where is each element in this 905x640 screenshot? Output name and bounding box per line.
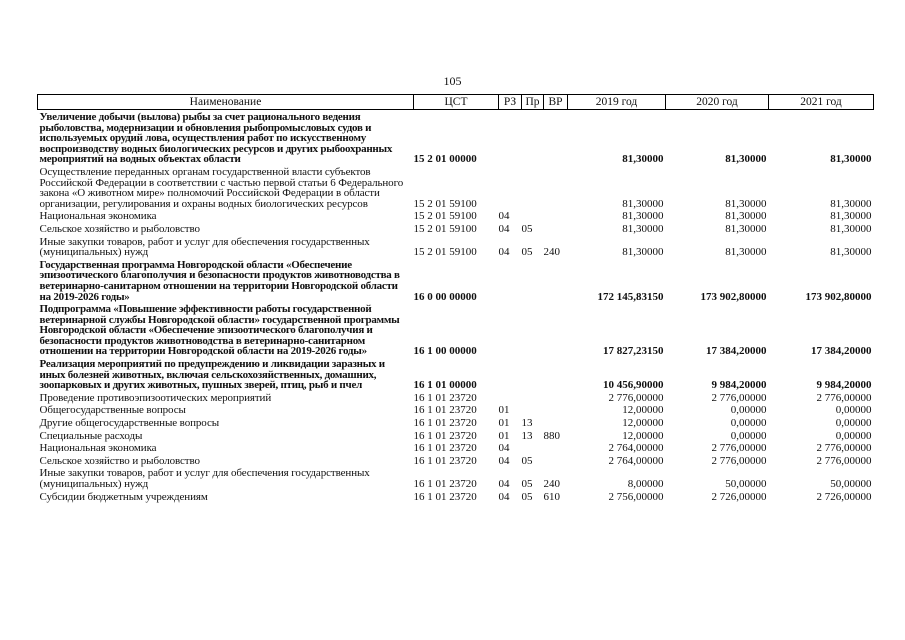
row-name: Проведение противоэпизоотических мероприятий	[39, 391, 272, 404]
row-name: Субсидии бюджетным учреждениям	[39, 490, 208, 503]
row-rz	[499, 258, 522, 302]
row-name: Подпрограмма «Повышение эффективности работы государственной ветеринарной службы Новгородской области» государственной программы Новгородской области «Обеспечение эпизоотического благополучия и безопасности продуктов животноводства в ветеринарно-санитарном отношении на территории Новгородской области на 2019-2026 годы»	[39, 303, 400, 358]
row-vr	[544, 454, 568, 467]
row-amount-2020: 2 776,00000	[711, 391, 767, 404]
row-amount-2019: 81,30000	[622, 210, 664, 223]
row-amount-2021: 2 776,00000	[816, 391, 872, 404]
row-cst: 15 2 01 59100	[413, 197, 477, 210]
row-cst: 16 1 01 23720	[413, 442, 477, 455]
column-header-2019: 2019 год	[568, 95, 666, 110]
row-cst: 16 1 01 23720	[413, 429, 477, 442]
row-amount-2021: 0,00000	[835, 404, 872, 417]
row-amount-2019: 12,00000	[622, 417, 664, 430]
row-pr	[522, 165, 544, 209]
row-pr	[522, 403, 544, 416]
row-amount-2021: 50,00000	[830, 478, 872, 490]
row-amount-2021: 0,00000	[835, 417, 872, 430]
row-pr	[522, 357, 544, 391]
row-name: Национальная экономика	[39, 210, 157, 223]
row-vr: 240	[543, 246, 560, 259]
row-amount-2021: 81,30000	[830, 222, 872, 235]
row-vr	[544, 165, 568, 209]
row-pr: 05	[521, 222, 533, 235]
row-amount-2021: 173 902,80000	[805, 290, 872, 303]
row-amount-2020: 9 984,20000	[711, 379, 767, 392]
table-row	[38, 222, 874, 235]
row-amount-2021: 2 776,00000	[816, 454, 872, 467]
row-pr	[522, 258, 544, 302]
row-name: Осуществление переданных органам государственной власти субъектов Российской Федерации в соответствии с частью первой статьи 6 Федерального закона «О животном мире» полномочий Российской Федерации в области организации, регулирования и охраны водных биологических ресурсов	[39, 165, 404, 210]
row-vr	[544, 302, 568, 357]
row-amount-2020: 81,30000	[725, 246, 767, 259]
row-amount-2019: 2 764,00000	[608, 454, 664, 467]
row-amount-2021: 0,00000	[835, 429, 872, 442]
budget-table	[37, 94, 874, 502]
row-amount-2020: 0,00000	[730, 429, 767, 442]
row-name: Государственная программа Новгородской области «Обеспечение эпизоотического благополучия и безопасности продуктов животноводства в ветеринарно-санитарном отношении на территории Новгородской области на 2019-2026 годы»	[39, 258, 400, 303]
row-cst: 16 1 01 00000	[413, 379, 477, 392]
row-amount-2019: 10 456,90000	[603, 379, 664, 392]
table-row	[38, 110, 874, 165]
page-number: 105	[443, 74, 462, 88]
row-amount-2021: 17 384,20000	[811, 345, 872, 358]
row-rz: 04	[498, 222, 510, 235]
row-amount-2019: 81,30000	[622, 246, 664, 259]
row-name: Иные закупки товаров, работ и услуг для обеспечения государственных (муниципальных) нужд	[39, 235, 370, 259]
row-amount-2019: 8,00000	[627, 478, 664, 490]
table-row	[38, 441, 874, 454]
table-row	[38, 391, 874, 404]
row-rz: 04	[498, 246, 510, 259]
table-row	[38, 209, 874, 222]
row-rz: 01	[498, 429, 510, 442]
row-pr: 13	[521, 417, 533, 430]
row-rz: 04	[498, 490, 510, 503]
row-amount-2021: 81,30000	[830, 210, 872, 223]
row-amount-2021: 9 984,20000	[816, 379, 872, 392]
row-amount-2020: 17 384,20000	[706, 345, 767, 358]
row-amount-2019: 17 827,23150	[603, 345, 664, 358]
row-rz: 01	[498, 404, 510, 417]
row-amount-2020: 2 776,00000	[711, 442, 767, 455]
row-vr	[544, 391, 568, 404]
row-vr	[544, 110, 568, 165]
column-header-pr: Пр	[522, 95, 544, 110]
row-vr: 880	[543, 429, 560, 442]
row-amount-2019: 12,00000	[622, 404, 664, 417]
row-name: Сельское хозяйство и рыболовство	[39, 222, 200, 235]
row-rz	[499, 391, 522, 404]
row-amount-2019: 172 145,83150	[597, 290, 664, 303]
row-pr	[522, 302, 544, 357]
row-cst: 16 1 01 23720	[413, 478, 477, 490]
row-vr	[544, 209, 568, 222]
row-vr	[544, 403, 568, 416]
row-amount-2021: 81,30000	[830, 197, 872, 210]
row-amount-2020: 0,00000	[730, 417, 767, 430]
row-rz: 01	[498, 417, 510, 430]
row-vr	[544, 441, 568, 454]
table-row	[38, 490, 874, 503]
table-row	[38, 466, 874, 489]
table-header	[38, 95, 874, 110]
row-name: Иные закупки товаров, работ и услуг для обеспечения государственных (муниципальных) нужд	[39, 467, 370, 490]
row-rz: 04	[498, 478, 510, 490]
row-vr	[544, 357, 568, 391]
row-cst: 16 1 00 00000	[413, 345, 477, 358]
row-pr: 05	[521, 478, 533, 490]
row-pr: 05	[521, 490, 533, 503]
row-vr	[544, 222, 568, 235]
row-rz	[499, 302, 522, 357]
row-pr	[522, 110, 544, 165]
row-pr: 05	[521, 246, 533, 259]
table-row	[38, 454, 874, 467]
row-vr	[544, 416, 568, 429]
table-row	[38, 429, 874, 442]
row-amount-2020: 2 776,00000	[711, 454, 767, 467]
row-pr: 05	[521, 454, 533, 467]
row-amount-2019: 81,30000	[622, 197, 664, 210]
row-amount-2019: 2 776,00000	[608, 391, 664, 404]
row-amount-2019: 81,30000	[622, 222, 664, 235]
row-amount-2019: 81,30000	[622, 153, 664, 166]
column-header-cst: ЦСТ	[414, 95, 499, 110]
row-pr: 13	[521, 429, 533, 442]
row-name: Сельское хозяйство и рыболовство	[39, 454, 200, 467]
row-name: Реализация мероприятий по предупреждению и ликвидации заразных и иных болезней животных, включая сельскохозяйственных, домашних, зоопарковых и других животных, пушных зверей, птиц, рыб и пчел	[39, 358, 385, 392]
table-body	[38, 110, 874, 503]
table-row	[38, 357, 874, 391]
column-header-rz: РЗ	[499, 95, 522, 110]
row-cst: 16 1 01 23720	[413, 391, 477, 404]
row-amount-2020: 0,00000	[730, 404, 767, 417]
row-rz	[499, 357, 522, 391]
row-amount-2020: 50,00000	[725, 478, 767, 490]
row-amount-2021: 81,30000	[830, 153, 872, 166]
row-pr	[522, 209, 544, 222]
row-pr	[522, 391, 544, 404]
row-amount-2020: 173 902,80000	[700, 290, 767, 303]
row-rz: 04	[498, 454, 510, 467]
row-name: Увеличение добычи (вылова) рыбы за счет рационального ведения рыболовства, модернизации и обновления рыбопромысловых судов и используемых орудий лова, осуществления работ по искусственному воспроизводству водных биологических ресурсов и других рыбоохранных мероприятий на водных объектах области	[39, 111, 393, 166]
row-amount-2020: 2 726,00000	[711, 490, 767, 503]
row-vr: 240	[543, 478, 560, 490]
row-rz: 04	[498, 442, 510, 455]
row-cst: 16 1 01 23720	[413, 404, 477, 417]
table-row	[38, 403, 874, 416]
row-name: Другие общегосударственные вопросы	[39, 417, 220, 430]
table-row	[38, 235, 874, 258]
row-name: Национальная экономика	[39, 442, 157, 455]
table-row	[38, 416, 874, 429]
row-cst: 15 2 01 59100	[413, 222, 477, 235]
column-header-2020: 2020 год	[666, 95, 769, 110]
row-rz: 04	[498, 210, 510, 223]
row-amount-2020: 81,30000	[725, 222, 767, 235]
row-cst: 16 1 01 23720	[413, 454, 477, 467]
column-header-vr: ВР	[544, 95, 568, 110]
row-amount-2020: 81,30000	[725, 197, 767, 210]
row-name: Общегосударственные вопросы	[39, 404, 186, 417]
row-name: Специальные расходы	[39, 429, 143, 442]
row-pr	[522, 441, 544, 454]
row-cst: 15 2 01 59100	[413, 246, 477, 259]
row-amount-2021: 81,30000	[830, 246, 872, 259]
row-cst: 15 2 01 00000	[413, 153, 477, 166]
row-amount-2020: 81,30000	[725, 210, 767, 223]
row-amount-2019: 2 756,00000	[608, 490, 664, 503]
row-amount-2019: 12,00000	[622, 429, 664, 442]
row-amount-2021: 2 726,00000	[816, 490, 872, 503]
row-vr: 610	[543, 490, 560, 503]
row-rz	[499, 165, 522, 209]
row-cst: 16 1 01 23720	[413, 490, 477, 503]
table-row	[38, 302, 874, 357]
row-cst: 16 0 00 00000	[413, 290, 477, 303]
row-cst: 16 1 01 23720	[413, 417, 477, 430]
row-cst: 15 2 01 59100	[413, 210, 477, 223]
row-rz	[499, 110, 522, 165]
column-header-name: Наименование	[38, 95, 414, 110]
column-header-2021: 2021 год	[769, 95, 874, 110]
row-vr	[544, 258, 568, 302]
table-row	[38, 165, 874, 209]
row-amount-2019: 2 764,00000	[608, 442, 664, 455]
table-row	[38, 258, 874, 302]
row-amount-2020: 81,30000	[725, 153, 767, 166]
row-amount-2021: 2 776,00000	[816, 442, 872, 455]
